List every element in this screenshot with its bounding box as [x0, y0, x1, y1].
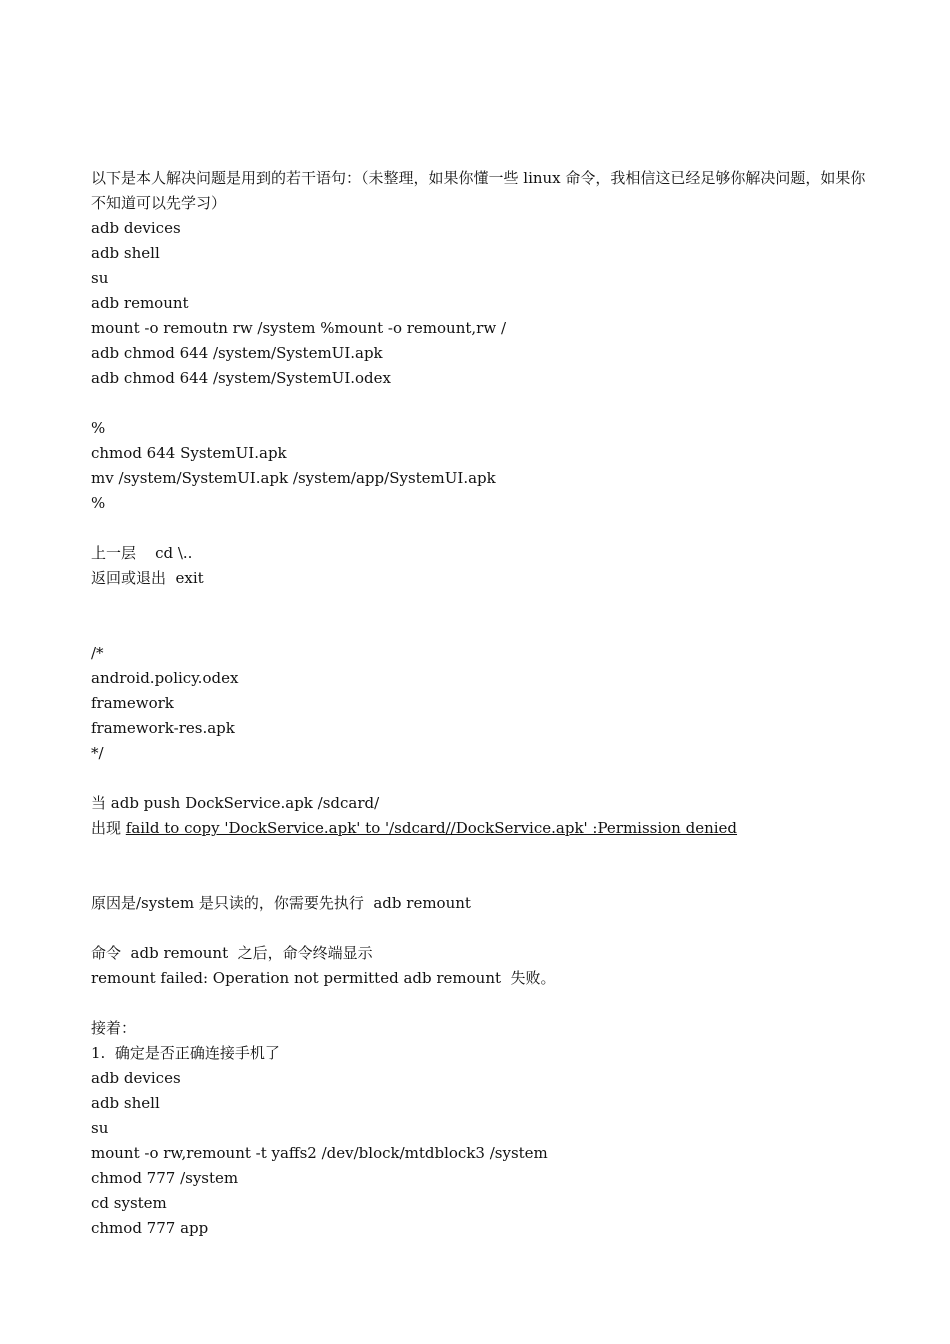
reason-line: 原因是/system 是只读的，你需要先执行 adb remount [91, 894, 471, 912]
step-line: 1. 确定是否正确连接手机了 [91, 1044, 280, 1062]
command-line: % [91, 494, 106, 512]
command-line: adb remount [91, 294, 189, 312]
blank-line [91, 766, 866, 791]
comment-line: framework-res.apk [91, 719, 235, 737]
blank-line [91, 841, 866, 866]
command-note: 上一层 cd \.. [91, 544, 193, 562]
command-line: chmod 644 SystemUI.apk [91, 444, 287, 462]
command-line: adb devices [91, 1069, 181, 1087]
command-line: mount -o remoutn rw /system %mount -o remount,rw / [91, 319, 506, 337]
comment-line: /* [91, 644, 104, 662]
blank-line [91, 516, 866, 541]
push-command-line: 当 adb push DockService.apk /sdcard/ [91, 794, 380, 812]
error-message: faild to copy 'DockService.apk' to '/sdcard//DockService.apk' :Permission denied [125, 819, 738, 837]
command-line: chmod 777 app [91, 1219, 209, 1237]
blank-line [91, 916, 866, 941]
blank-line [91, 591, 866, 616]
comment-line: framework [91, 694, 174, 712]
command-line: mount -o rw,remount -t yaffs2 /dev/block/mtdblock3 /system [91, 1144, 548, 1162]
error-line [91, 816, 866, 841]
next-heading: 接着： [91, 1019, 137, 1037]
command-line: adb chmod 644 /system/SystemUI.apk [91, 344, 383, 362]
command-line: cd system [91, 1194, 167, 1212]
command-note: 返回或退出 exit [91, 569, 204, 587]
command-line: adb chmod 644 /system/SystemUI.odex [91, 369, 391, 387]
remount-line: 命令 adb remount 之后，命令终端显示 [91, 944, 373, 962]
blank-line [91, 616, 866, 641]
command-line: su [91, 1119, 109, 1137]
command-line: mv /system/SystemUI.apk /system/app/SystemUI.apk [91, 469, 496, 487]
error-prefix: 出现 [91, 819, 126, 837]
comment-line: android.policy.odex [91, 669, 239, 687]
command-line: adb devices [91, 219, 181, 237]
comment-line: */ [91, 744, 104, 762]
remount-line: remount failed: Operation not permitted adb remount 失败。 [91, 969, 556, 987]
command-line: chmod 777 /system [91, 1169, 239, 1187]
document-body [91, 166, 866, 1241]
command-line: % [91, 419, 106, 437]
blank-line [91, 391, 866, 416]
blank-line [91, 991, 866, 1016]
blank-line [91, 866, 866, 891]
intro-paragraph: 以下是本人解决问题是用到的若干语句：（未整理，如果你懂一些 linux 命令，我相信这已经足够你解决问题，如果你不知道可以先学习） [91, 169, 866, 212]
command-line: adb shell [91, 1094, 160, 1112]
command-line: adb shell [91, 244, 160, 262]
command-line: su [91, 269, 109, 287]
